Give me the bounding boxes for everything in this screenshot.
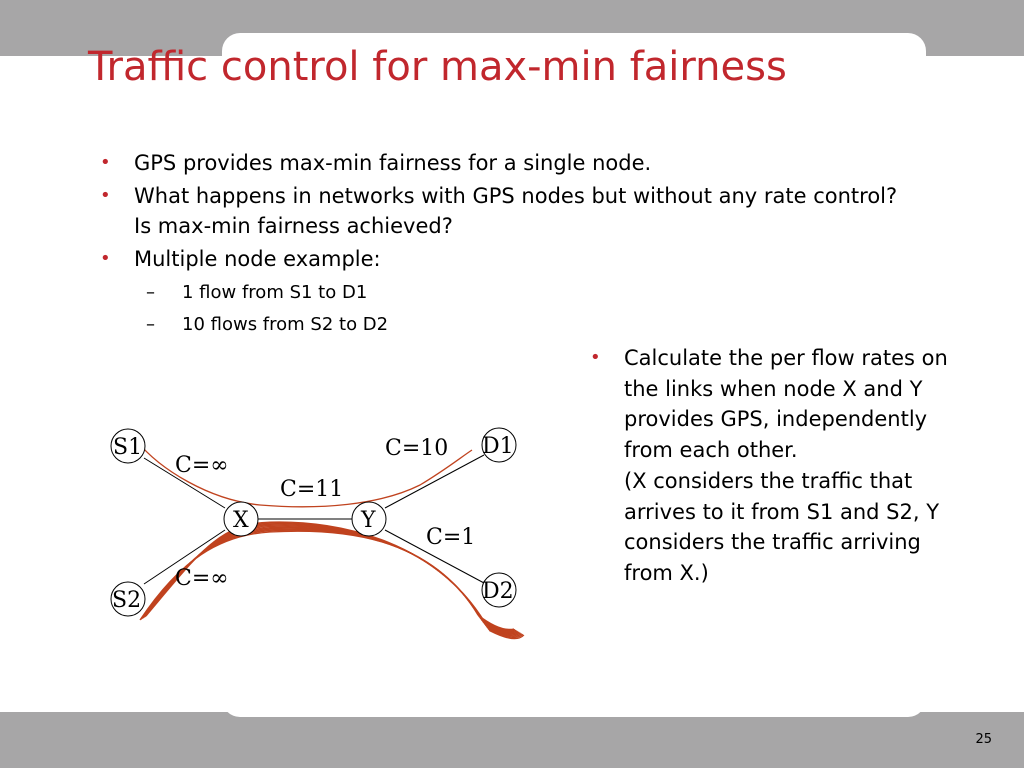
- bullet-text: Multiple node example:: [134, 247, 381, 271]
- side-bullet-item: [590, 343, 960, 589]
- capacity-label-x-y: C=11: [280, 477, 344, 502]
- dash-icon: –: [146, 282, 155, 303]
- side-note: [590, 343, 960, 592]
- node-label-s2: S2: [112, 588, 142, 613]
- bullet-dot-icon: •: [100, 185, 111, 206]
- slide-title: Traffic control for max-min fairness: [88, 44, 787, 90]
- node-label-d2: D2: [482, 579, 514, 604]
- capacity-label-s1-x: C=∞: [175, 453, 229, 478]
- capacity-label-y-d2: C=1: [426, 525, 476, 550]
- node-label-x: X: [233, 508, 249, 533]
- network-diagram: [100, 410, 540, 650]
- sub-bullet-item: [100, 277, 920, 309]
- link-y-d1: [385, 455, 484, 508]
- bullet-item: [100, 181, 920, 241]
- bullet-item: [100, 148, 920, 178]
- sub-bullet-text: 10 flows from S2 to D2: [182, 314, 389, 335]
- node-label-y: Y: [361, 508, 376, 533]
- sub-bullet-text: 1 flow from S1 to D1: [182, 282, 368, 303]
- bullet-list: [100, 148, 920, 341]
- capacity-label-y-d1: C=10: [385, 436, 449, 461]
- node-label-d1: D1: [482, 434, 514, 459]
- bullet-dot-icon: •: [100, 152, 111, 173]
- bullet-dot-icon: •: [100, 248, 111, 269]
- page-number: 25: [975, 732, 992, 747]
- capacity-label-s2-x: C=∞: [175, 566, 229, 591]
- sub-bullet-item: [100, 309, 920, 341]
- side-note-text: Calculate the per flow rates on the links when node X and Y provides GPS, independently from each other. (X considers the traffic that arrives to it from S1 and S2, Y considers the traffic arriving from X.): [624, 346, 948, 585]
- bullet-text: GPS provides max-min fairness for a single node.: [134, 151, 652, 175]
- dash-icon: –: [146, 314, 155, 335]
- node-label-s1: S1: [113, 435, 143, 460]
- bullet-item: [100, 244, 920, 274]
- bullet-dot-icon: •: [590, 347, 601, 368]
- bullet-text: What happens in networks with GPS nodes but without any rate control? Is max-min fairness achieved?: [134, 184, 898, 238]
